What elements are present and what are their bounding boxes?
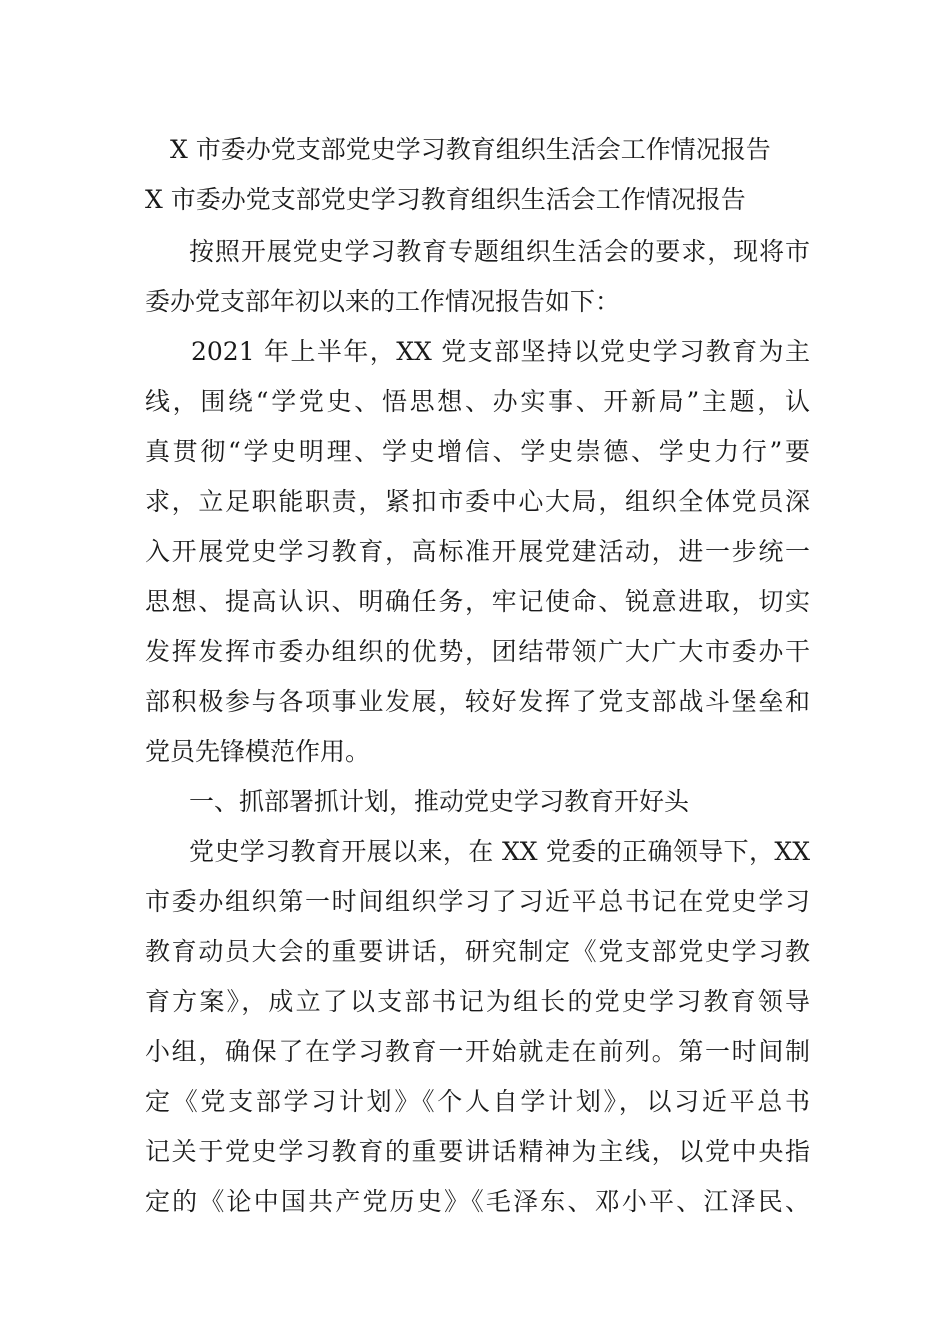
paragraph-line: 委办党支部年初以来的工作情况报告如下： [145,287,621,316]
paragraph-line: 育方案》，成立了以支部书记为组长的党史学习教育领导 [145,987,810,1016]
paragraph-line: 求，立足职能职责，紧扣市委中心大局，组织全体党员深 [145,487,810,516]
document-subtitle: X 市委办党支部党史学习教育组织生活会工作情况报告 [145,185,746,214]
paragraph-line: 真贯彻“学史明理、学史增信、学史崇德、学史力行”要 [145,437,810,466]
paragraph-line: 按照开展党史学习教育专题组织生活会的要求，现将市 [189,237,810,266]
paragraph-line: 入开展党史学习教育，高标准开展党建活动，进一步统一 [145,537,810,566]
paragraph-line: 思想、提高认识、明确任务，牢记使命、锐意进取，切实 [145,587,810,616]
paragraph-line: 教育动员大会的重要讲话，研究制定《党支部党史学习教 [145,937,810,966]
document-title: X 市委办党支部党史学习教育组织生活会工作情况报告 [170,135,771,164]
paragraph-line: 部积极参与各项事业发展，较好发挥了党支部战斗堡垒和 [145,687,810,716]
paragraph-line: 记关于党史学习教育的重要讲话精神为主线，以党中央指 [145,1137,810,1166]
paragraph-line: 小组，确保了在学习教育一开始就走在前列。第一时间制 [145,1037,810,1066]
paragraph-line: 党史学习教育开展以来，在 XX 党委的正确领导下，XX [189,837,810,866]
paragraph-line: 市委办组织第一时间组织学习了习近平总书记在党史学习 [145,887,810,916]
paragraph-line: 党员先锋模范作用。 [145,737,371,766]
paragraph-line: 定《党支部学习计划》《个人自学计划》，以习近平总书 [145,1087,810,1116]
paragraph-line: 发挥发挥市委办组织的优势，团结带领广大广大市委办干 [145,637,810,666]
paragraph-line: 2021 年上半年，XX 党支部坚持以党史学习教育为主 [191,337,810,366]
paragraph-line: 定的《论中国共产党历史》《毛泽东、邓小平、江泽民、 [145,1187,810,1216]
section-heading: 一、抓部署抓计划，推动党史学习教育开好头 [189,787,690,816]
paragraph-line: 线，围绕“学党史、悟思想、办实事、开新局”主题，认 [145,387,810,416]
